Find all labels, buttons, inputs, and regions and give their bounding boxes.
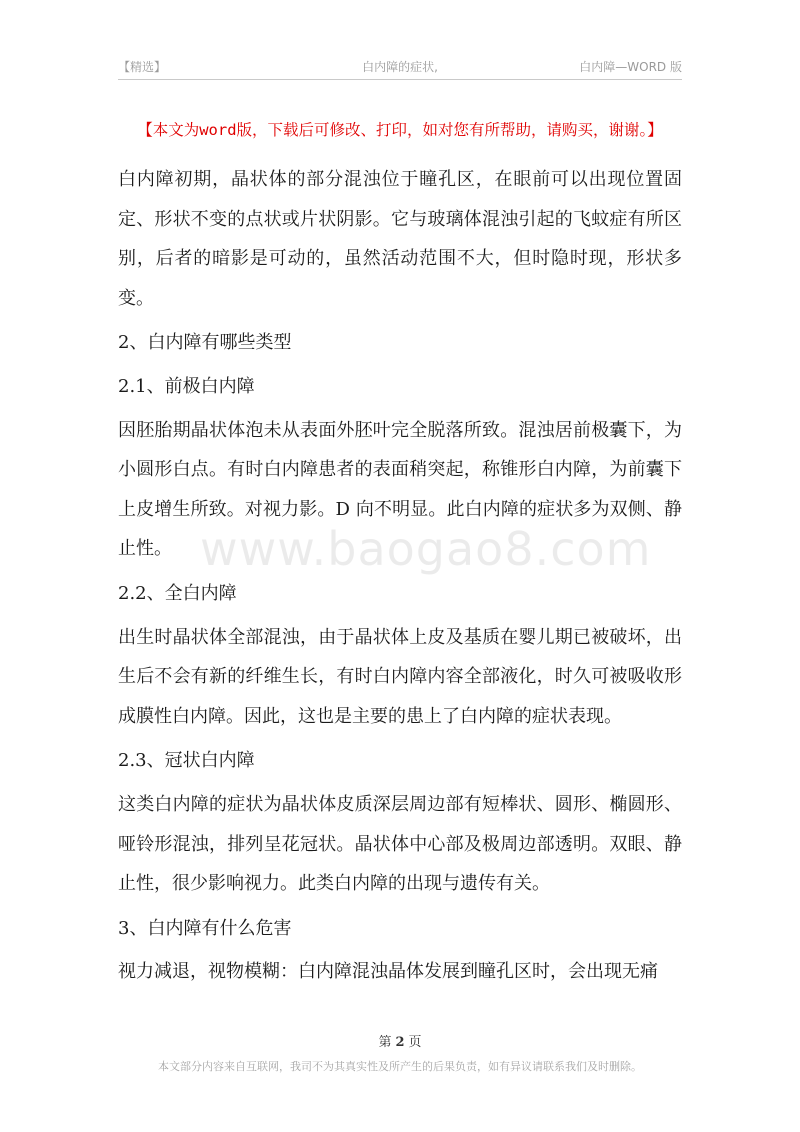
paragraph: 视力减退，视物模糊：白内障混浊晶体发展到瞳孔区时，会出现无痛 (118, 961, 658, 983)
page-number-suffix: 页 (408, 1035, 422, 1050)
download-notice: 【本文为word版，下载后可修改、打印，如对您有所帮助，请购买，谢谢。】 (137, 121, 663, 139)
section-heading: 2、白内障有哪些类型 (118, 332, 292, 354)
header-right: 白内障—WORD 版 (579, 60, 682, 74)
header-left: 【精选】 (118, 60, 167, 74)
paragraph: 白内障初期，晶状体的部分混浊位于瞳孔区，在眼前可以出现位置固定、形状不变的点状或片状阴影。它与玻璃体混浊引起的飞蚊症有所区别，后者的暗影是可动的，虽然活动范围不大，但时隐时现，形状多变。 (118, 169, 682, 309)
page-number-prefix: 第 (378, 1035, 392, 1050)
page-header (118, 58, 682, 80)
header-center: 白内障的症状, (362, 60, 438, 74)
page-footer: 本文部分内容来自互联网，我司不为其真实性及所产生的后果负责，如有异议请联系我们及时删除。 (158, 1060, 642, 1073)
subsection-heading: 2.1、前极白内障 (118, 375, 255, 397)
document-body (118, 160, 682, 997)
page-number (0, 1031, 800, 1050)
subsection-heading: 2.3、冠状白内障 (118, 750, 255, 772)
paragraph: 出生时晶状体全部混浊，由于晶状体上皮及基质在婴儿期已被破坏，出生后不会有新的纤维生长，有时白内障内容全部液化，时久可被吸收形成膜性白内障。因此，这也是主要的患上了白内障的症状表现。 (118, 626, 682, 727)
subsection-heading: 2.2、全白内障 (118, 582, 237, 604)
paragraph: 这类白内障的症状为晶状体皮质深层周边部有短棒状、圆形、椭圆形、哑铃形混浊，排列呈花冠状。晶状体中心部及极周边部透明。双眼、静止性，很少影响视力。此类白内障的出现与遗传有关。 (118, 793, 682, 895)
section-heading: 3、白内障有什么危害 (118, 917, 292, 939)
paragraph: 因胚胎期晶状体泡未从表面外胚叶完全脱落所致。混浊居前极囊下，为小圆形白点。有时白内障患者的表面稍突起，称锥形白内障，为前囊下上皮增生所致。对视力影。D 向不明显。此白内障的症状多为双侧、静止性。 (118, 419, 682, 560)
header-divider (118, 79, 682, 80)
watermark: www.baogao8.com (200, 522, 652, 576)
page-number-value: 2 (395, 1035, 405, 1050)
